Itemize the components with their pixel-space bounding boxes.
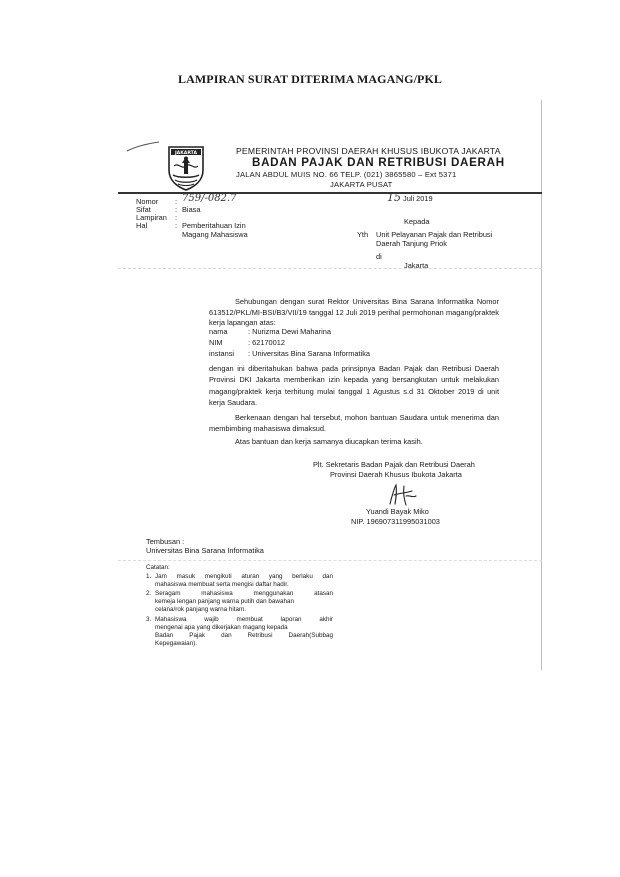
catatan-item-3-line-3: Badan Pajak dan Retribusi Daerah(Subbag <box>155 632 333 639</box>
body-paragraph-2: dengan ini diberitahukan bahwa pada prinsipnya Badan Pajak dan Retribusi Daerah Provinsi DKI Jakarta memberikan izin kepada yang bersangkutan untuk melakukan magang/praktek kerja terhitung mulai tanggal 1 Agustus s.d 31 Oktober 2019 di unit kerja Saudara. <box>209 364 499 407</box>
letter-date: Juli 2019 <box>403 194 433 203</box>
scan-artifact-line <box>118 560 542 561</box>
catatan-item-1-line-1: Jam masuk mengikuti aturan yang berlaku dan <box>155 573 333 580</box>
colon: : <box>175 197 178 206</box>
tembusan-label: Tembusan : <box>146 537 185 546</box>
signer-name: Yuandi Bayak Miko <box>366 507 429 516</box>
signer-position-1: Plt. Sekretaris Badan Pajak dan Retribusi Daerah <box>313 460 475 469</box>
colon: : <box>175 221 178 230</box>
recipient-city: Jakarta <box>404 261 429 270</box>
colon: : <box>175 213 178 222</box>
kepada-label: Kepada <box>404 217 430 226</box>
tembusan-value: Universitas Bina Sarana Informatika <box>146 546 264 555</box>
catatan-item-2-line-2: kemeja lengan panjang warna putih dan bawahan <box>155 598 294 605</box>
catatan-num-2: 2. <box>146 590 152 597</box>
letterhead-line-4: JAKARTA PUSAT <box>330 180 393 189</box>
scan-edge <box>541 100 542 670</box>
sifat-value: Biasa <box>182 205 201 214</box>
catatan-item-3-line-2: mengenai apa yang dikerjakan magang kepada <box>155 624 288 631</box>
body-paragraph-4: Atas bantuan dan kerja samanya diucapkan terima kasih. <box>235 437 423 446</box>
colon: : <box>175 205 178 214</box>
hal-value-2: Magang Mahasiswa <box>182 230 248 239</box>
pen-mark <box>125 140 161 154</box>
page-title: LAMPIRAN SURAT DITERIMA MAGANG/PKL <box>178 72 442 86</box>
body-intro: Sehubungan dengan surat Rektor Universitas Bina Sarana Informatika Nomor 613512/PKL/MI-BSI/B3/VII/19 tanggal 12 Juli 2019 perihal permohonan magang/praktek kerja lapangan atas: <box>209 297 499 328</box>
signer-position-2: Provinsi Daerah Khusus Ibukota Jakarta <box>330 470 462 479</box>
letterhead-line-1: PEMERINTAH PROVINSI DAERAH KHUSUS IBUKOTA JAKARTA <box>236 146 501 156</box>
body-paragraph-3: Berkenaan dengan hal tersebut, mohon bantuan Saudara untuk menerima dan membimbing mahasiswa dimaksud. <box>209 413 499 434</box>
recipient-di: di <box>376 252 382 261</box>
field-instansi-label: instansi <box>209 349 235 358</box>
sifat-label: Sifat <box>136 205 151 214</box>
lampiran-label: Lampiran <box>136 213 167 222</box>
date-handwritten: 15 <box>387 191 401 204</box>
hal-label: Hal <box>136 221 148 230</box>
scan-artifact-line <box>118 268 542 269</box>
jakarta-emblem-icon <box>166 144 206 192</box>
field-nama-value: : Nurizma Dewi Maharina <box>248 327 331 336</box>
field-nim-value: : 62170012 <box>248 338 285 347</box>
yth-label: Yth <box>357 230 369 239</box>
field-nama-label: nama <box>209 327 228 336</box>
catatan-item-1-line-2: mahasiswa membuat serta mengisi daftar hadir. <box>155 581 289 588</box>
catatan-label: Catatan: <box>146 564 170 571</box>
hal-value-1: Pemberitahuan Izin <box>182 221 246 230</box>
nomor-value: 759/-082.7 <box>182 193 237 204</box>
logo-text: JAKARTA <box>174 151 198 156</box>
catatan-item-2-line-3: celana/rok panjang warna hitam. <box>155 606 247 613</box>
signer-nip: NIP. 196907311995031003 <box>351 517 440 526</box>
letterhead-line-2: BADAN PAJAK DAN RETRIBUSI DAERAH <box>252 156 505 169</box>
catatan-item-3-line-4: Kepegawaian). <box>155 640 198 647</box>
catatan-num-1: 1. <box>146 573 152 580</box>
catatan-item-3-line-1: Mahasiswa wajib membuat laporan akhir <box>155 616 333 623</box>
signature-icon <box>382 482 418 508</box>
field-instansi-value: : Universitas Bina Sarana Informatika <box>248 349 370 358</box>
field-nim-label: NIM <box>209 338 223 347</box>
letterhead-line-3: JALAN ABDUL MUIS NO. 66 TELP. (021) 3865580 – Ext 5371 <box>236 170 457 179</box>
nomor-label: Nomor <box>136 197 159 206</box>
recipient-line-2: Daerah Tanjung Priok <box>376 239 447 248</box>
catatan-num-3: 3. <box>146 616 152 623</box>
recipient-line-1: Unit Pelayanan Pajak dan Retribusi <box>376 230 493 239</box>
catatan-item-2-line-1: Seragam mahasiswa menggunakan atasan <box>155 590 333 597</box>
